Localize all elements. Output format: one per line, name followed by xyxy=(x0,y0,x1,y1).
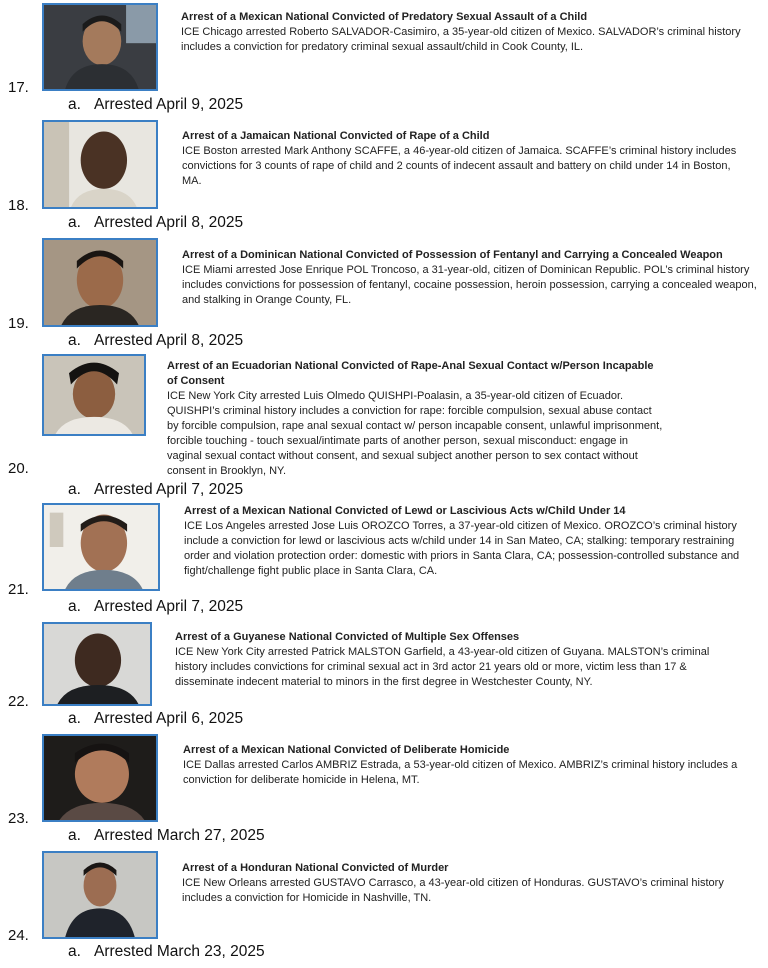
arrest-date: Arrested April 7, 2025 xyxy=(94,481,244,498)
mugshot-photo xyxy=(42,120,158,209)
arrest-date-line xyxy=(68,827,265,845)
arrest-date-line xyxy=(68,943,265,961)
arrest-date: Arrested April 8, 2025 xyxy=(94,214,244,231)
sub-letter: a. xyxy=(68,943,81,960)
mugshot-photo xyxy=(42,734,158,822)
arrest-date-line xyxy=(68,481,243,499)
mugshot-photo xyxy=(42,622,152,706)
entry-body: ICE Miami arrested Jose Enrique POL Troncoso, a 31-year-old, citizen of Dominican Republic. POL’s criminal history includes convictions for possession of fentanyl, cocaine possession, heroin possession, carrying a concealed weapon, and stalking in Orange County, FL. xyxy=(182,264,757,306)
item-number: 20. xyxy=(8,460,29,477)
entry-body: ICE Boston arrested Mark Anthony SCAFFE, a 46-year-old citizen of Jamaica. SCAFFE’s criminal history includes convictions for 3 counts of rape of child and 2 counts of indecent assault and battery on child under 14 in Boston, MA. xyxy=(182,145,737,187)
entry-body: ICE Chicago arrested Roberto SALVADOR-Casimiro, a 35-year-old citizen of Mexico. SALVADOR’s criminal history includes a conviction for predatory criminal sexual assault/child in Cook County, IL. xyxy=(181,26,741,53)
item-number: 21. xyxy=(8,581,29,598)
mugshot-photo xyxy=(42,851,158,939)
entry-title: Arrest of a Mexican National Convicted of Predatory Sexual Assault of a Child xyxy=(181,11,588,23)
mugshot-photo xyxy=(42,3,158,91)
arrest-date-line xyxy=(68,214,243,232)
sub-letter: a. xyxy=(68,481,81,498)
arrest-date: Arrested April 7, 2025 xyxy=(94,598,244,615)
entry-title: Arrest of a Jamaican National Convicted of Rape of a Child xyxy=(182,130,490,142)
arrest-date: Arrested March 27, 2025 xyxy=(94,827,265,844)
entry-title: Arrest of a Mexican National Convicted of Deliberate Homicide xyxy=(183,744,510,756)
item-number: 19. xyxy=(8,315,29,332)
mugshot-photo xyxy=(42,503,160,591)
item-number: 22. xyxy=(8,693,29,710)
entry-title: Arrest of an Ecuadorian National Convicted of Rape-Anal Sexual Contact w/Person Incapable of Consent xyxy=(167,360,654,387)
mugshot-photo xyxy=(42,238,158,327)
entry-body: ICE Los Angeles arrested Jose Luis OROZCO Torres, a 37-year-old citizen of Mexico. OROZCO’s criminal history include a conviction for lewd or lascivious acts w/child under 14 in San Mateo, CA; stalking: temporary restraining order and violation protection order: domestic with priors in Santa Clara, CA; possession-controlled substance and fight/challenge fight public place in Santa Clara, CA. xyxy=(184,520,740,577)
entry-title: Arrest of a Dominican National Convicted of Possession of Fentanyl and Carrying a Concealed Weapon xyxy=(182,249,723,261)
arrest-date: Arrested April 9, 2025 xyxy=(94,96,244,113)
entry-body: ICE Dallas arrested Carlos AMBRIZ Estrada, a 53-year-old citizen of Mexico. AMBRIZ’s criminal history includes a conviction for deliberate homicide in Helena, MT. xyxy=(183,759,738,786)
entry-body: ICE New Orleans arrested GUSTAVO Carrasco, a 43-year-old citizen of Honduras. GUSTAVO’s criminal history includes a conviction for Homicide in Nashville, TN. xyxy=(182,877,724,904)
arrest-date: Arrested April 8, 2025 xyxy=(94,332,244,349)
sub-letter: a. xyxy=(68,598,81,615)
arrest-date: Arrested March 23, 2025 xyxy=(94,943,265,960)
item-number: 18. xyxy=(8,197,29,214)
item-number: 23. xyxy=(8,810,29,827)
arrest-date-line xyxy=(68,96,243,114)
sub-letter: a. xyxy=(68,332,81,349)
sub-letter: a. xyxy=(68,827,81,844)
arrest-date-line xyxy=(68,598,243,616)
arrest-date: Arrested April 6, 2025 xyxy=(94,710,244,727)
sub-letter: a. xyxy=(68,96,81,113)
sub-letter: a. xyxy=(68,710,81,727)
sub-letter: a. xyxy=(68,214,81,231)
arrest-date-line xyxy=(68,332,243,350)
entry-title: Arrest of a Guyanese National Convicted of Multiple Sex Offenses xyxy=(175,631,520,643)
entry-title: Arrest of a Honduran National Convicted of Murder xyxy=(182,862,449,874)
entry-title: Arrest of a Mexican National Convicted of Lewd or Lascivious Acts w/Child Under 14 xyxy=(184,505,626,517)
entry-body: ICE New York City arrested Patrick MALSTON Garfield, a 43-year-old citizen of Guyana. MALSTON’s criminal history includes convictions for criminal sexual act in 3rd actor 21 years old or more, victim less than 17 & disseminate indecent material to minors in the first degree in Westchester County, NY. xyxy=(175,646,710,688)
entry-body: ICE New York City arrested Luis Olmedo QUISHPI-Poalasin, a 35-year-old citizen of Ecuador. QUISHPI’s criminal history includes a conviction for rape: forcible compulsion, sexual abuse contact by forcible compulsion, rape anal sexual contact w/ person incapable consent, unlawful imprisonment, forcible touching - touch sexual/intimate parts of another person, sexual misconduct: engage in vaginal sexual contact without consent, and sexual subject another person to sex contact without consent in Brooklyn, NY. xyxy=(167,390,663,477)
arrest-date-line xyxy=(68,710,243,728)
item-number: 17. xyxy=(8,79,29,96)
mugshot-photo xyxy=(42,354,146,436)
item-number: 24. xyxy=(8,927,29,944)
